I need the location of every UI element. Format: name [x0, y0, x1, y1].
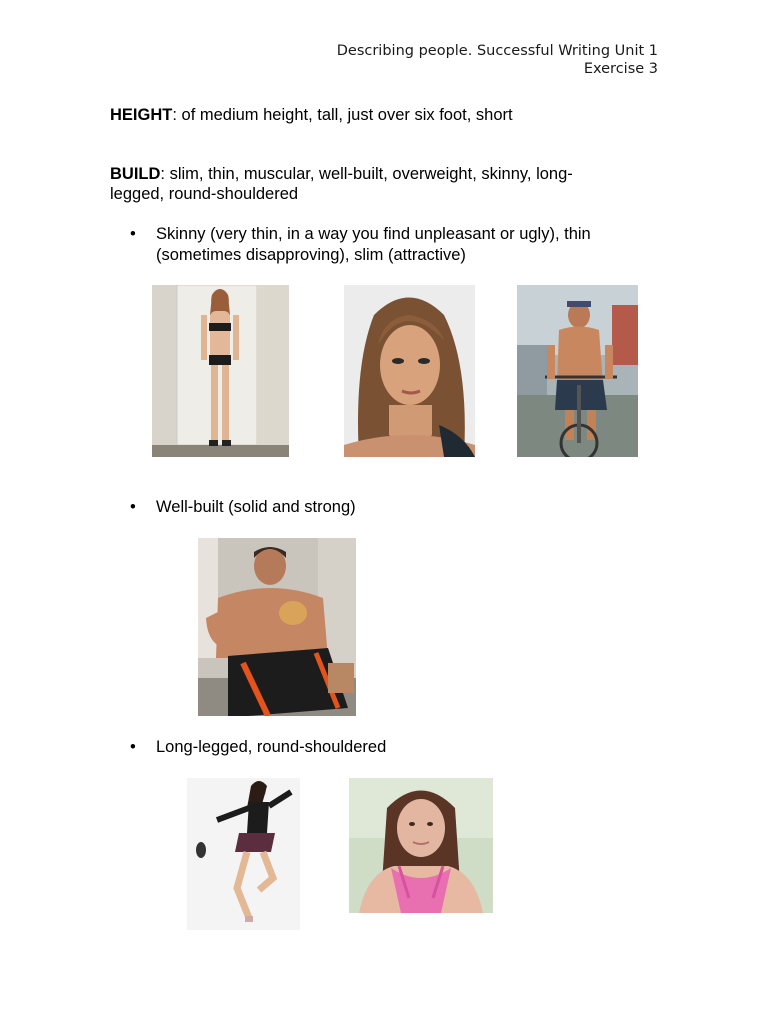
document-header	[337, 42, 658, 78]
build-text-line1: : slim, thin, muscular, well-built, overweight, skinny, long-	[160, 165, 573, 183]
photo-cyclist	[517, 285, 638, 457]
build-label: BUILD	[110, 165, 161, 183]
bullet-longlegged	[130, 737, 650, 759]
photo-roundshouldered-girl	[349, 778, 493, 913]
bullet-marker: •	[130, 225, 136, 243]
photo-slim-woman	[344, 285, 475, 457]
photo-longlegged-woman	[187, 778, 300, 930]
bullet-wellbuilt-line1: Well-built (solid and strong)	[156, 498, 356, 516]
bullet-skinny	[130, 224, 650, 268]
photo-wellbuilt-man	[198, 538, 356, 716]
bullet-longlegged-line1: Long-legged, round-shouldered	[156, 738, 387, 756]
bullet-marker: •	[130, 498, 136, 516]
photo-skinny-model	[152, 285, 289, 457]
header-exercise: Exercise 3	[583, 61, 658, 77]
bullet-marker: •	[130, 738, 136, 756]
bullet-skinny-line2: (sometimes disapproving), slim (attractive)	[156, 245, 466, 264]
height-paragraph	[110, 105, 513, 125]
build-paragraph	[110, 164, 573, 204]
height-text: : of medium height, tall, just over six foot, short	[172, 106, 513, 124]
height-label: HEIGHT	[110, 106, 173, 124]
header-title: Describing people. Successful Writing Unit 1	[336, 43, 658, 59]
bullet-skinny-line1: Skinny (very thin, in a way you find unpleasant or ugly), thin	[156, 225, 591, 243]
build-text-line2: legged, round-shouldered	[110, 185, 299, 203]
bullet-wellbuilt	[130, 497, 650, 519]
